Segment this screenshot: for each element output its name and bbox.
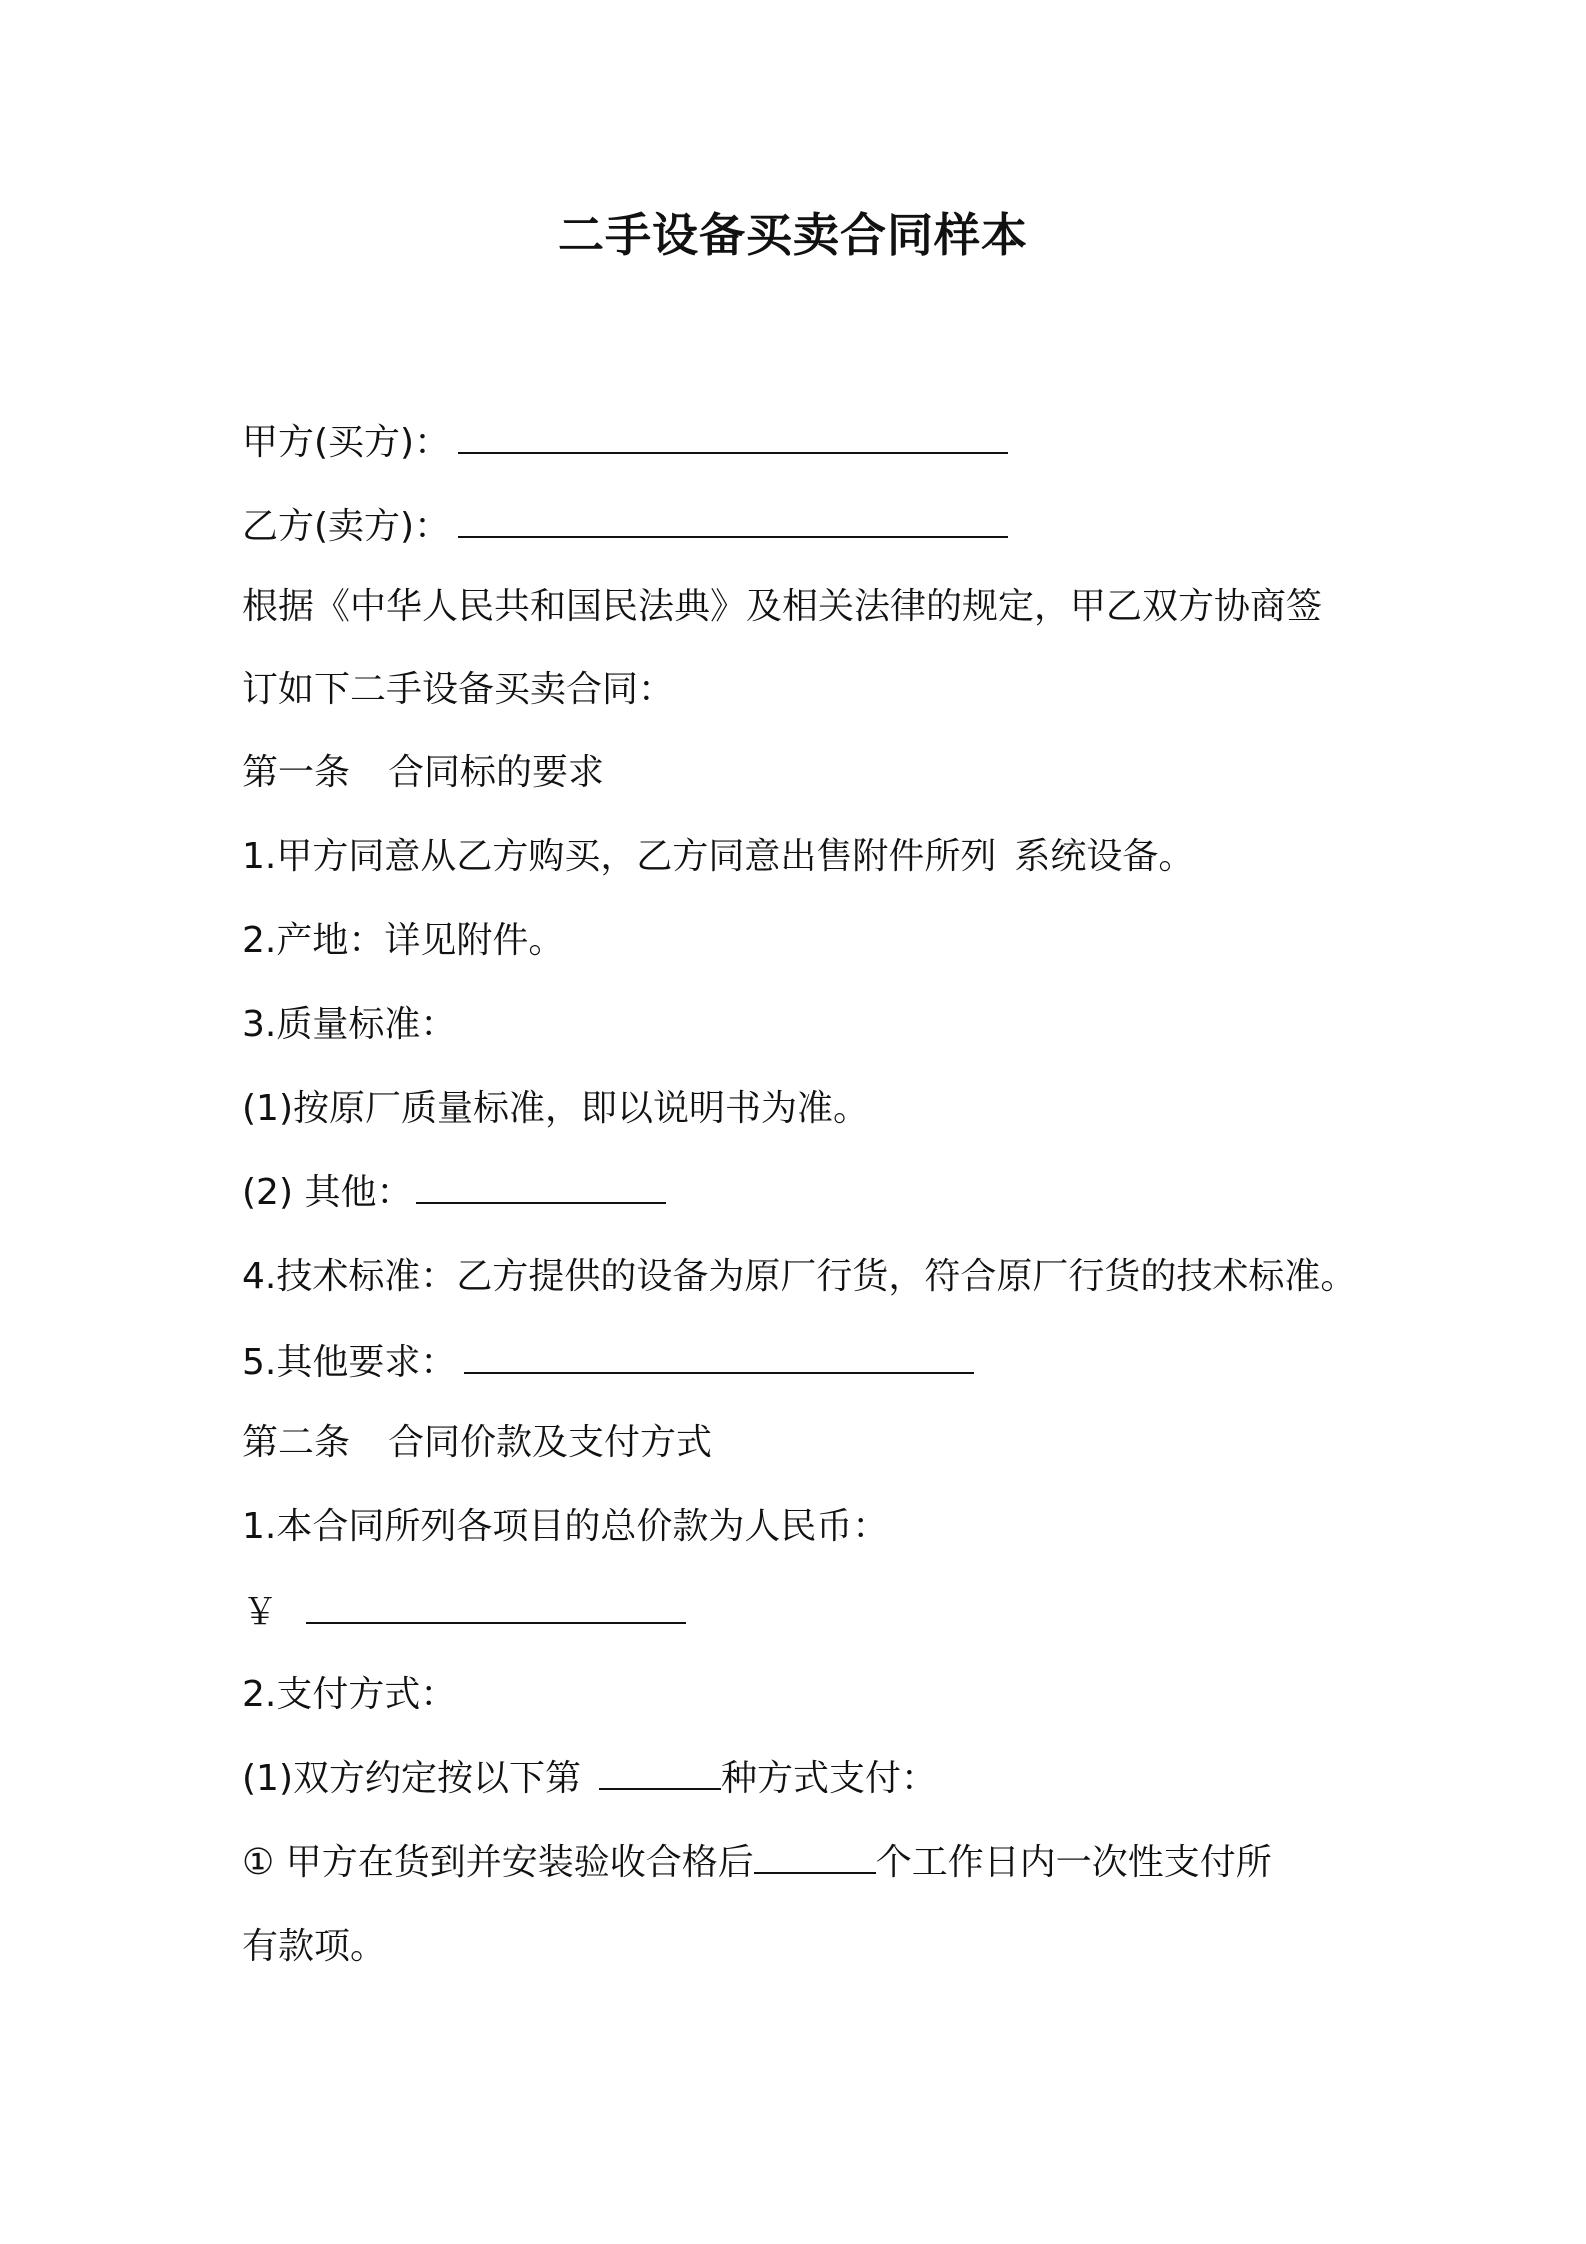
article-1-item-3-sub-2-blank [416,1168,666,1204]
party-b-blank [458,502,1008,538]
party-a-label: 甲方(买方)： [242,422,451,463]
article-1-item-3-sub-1: (1)按原厂质量标准，即以说明书为准。 [242,1088,869,1129]
payment-option-1-suffix: 个工作日内一次性支付所 [875,1842,1272,1883]
payment-method-suffix: 种方式支付： [721,1758,938,1799]
article-2-heading [242,1418,712,1468]
document-title: 二手设备买卖合同样本 [558,208,1028,262]
payment-method-label: (1)双方约定按以下第 [242,1758,581,1799]
article-1-item-3-sub-2 [242,1168,666,1218]
article-1-item-5 [242,1338,974,1388]
party-b-line [242,502,1008,552]
payment-option-1-continued: 有款项。 [242,1926,387,1967]
article-2-number: 第二条 [242,1422,351,1463]
party-a-blank [458,418,1008,454]
payment-option-1-days-blank [754,1838,876,1874]
article-2-title: 合同价款及支付方式 [388,1422,713,1463]
article-2-item-2-sub-1 [242,1754,937,1804]
article-1-item-1-suffix: 系统设备。 [1014,836,1195,877]
article-1-item-1-text: 1.甲方同意从乙方购买，乙方同意出售附件所列 [242,836,997,877]
currency-symbol: ￥ [242,1592,279,1633]
party-b-label: 乙方(卖方)： [242,506,451,547]
article-1-item-5-label: 5.其他要求： [242,1342,457,1383]
intro-line-1: 根据《中华人民共和国民法典》及相关法律的规定，甲乙双方协商签 [242,586,1323,627]
article-1-item-3: 3.质量标准： [242,1004,457,1045]
article-1-item-2: 2.产地：详见附件。 [242,920,565,961]
article-1-number: 第一条 [242,752,351,793]
amount-blank [306,1588,686,1624]
article-1-item-5-blank [464,1338,974,1374]
article-2-item-2: 2.支付方式： [242,1674,457,1715]
article-1-item-3-sub-2-label: (2) 其他： [242,1172,413,1213]
article-1-title: 合同标的要求 [388,752,605,793]
article-2-amount-line [242,1588,686,1638]
party-a-line [242,418,1008,468]
article-1-heading [242,748,604,798]
payment-option-1-text: ① 甲方在货到并安装验收合格后 [242,1842,754,1883]
article-2-item-1: 1.本合同所列各项目的总价款为人民币： [242,1506,889,1547]
payment-method-blank [599,1754,721,1790]
intro-line-2: 订如下二手设备买卖合同： [242,669,675,710]
article-1-item-1 [242,832,1194,882]
article-1-item-4: 4.技术标准：乙方提供的设备为原厂行货，符合原厂行货的技术标准。 [242,1256,1357,1297]
payment-option-1 [242,1838,1272,1888]
